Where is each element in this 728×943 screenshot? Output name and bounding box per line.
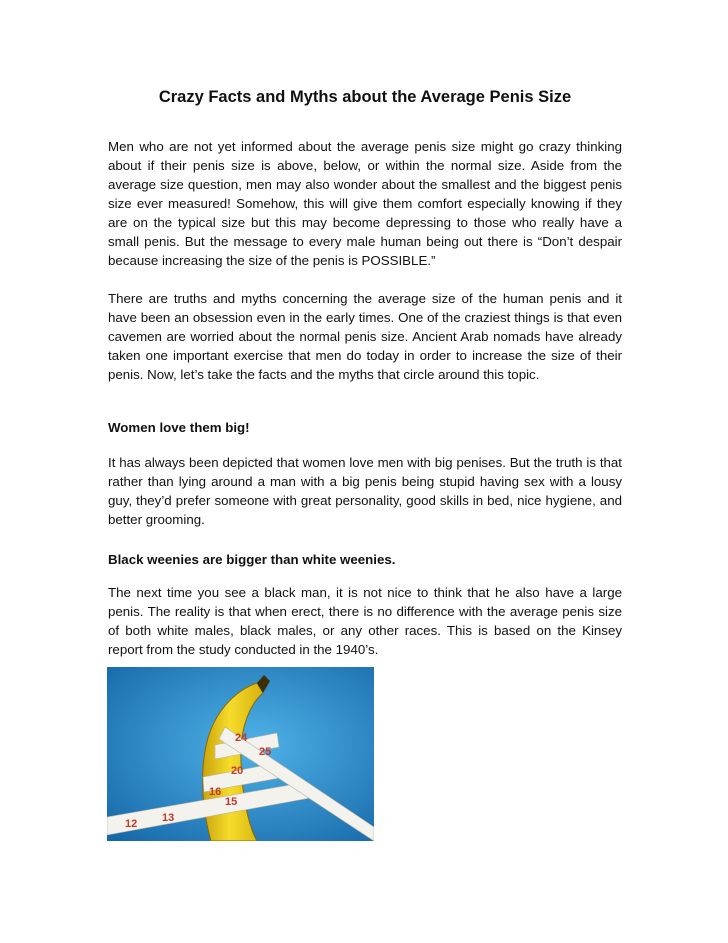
tape-number: 16	[209, 786, 222, 798]
tape-number: 12	[125, 818, 138, 830]
tape-number: 25	[259, 746, 272, 758]
intro-paragraph-1: Men who are not yet informed about the average penis size might go crazy thinking about if their penis size is above, below, or within the normal size. Aside from the average size question, men may also wonder about the smallest and the biggest penis size ever measured! Somehow, this will give them comfort especially knowing if they are on the typical size but this may become depressing to those who really have a small penis. But the message to every male human being out there is “Don’t despair because increasing the size of the penis is POSSIBLE.”	[108, 139, 622, 268]
section-heading-women: Women love them big!	[108, 420, 250, 435]
banana-measuring-tape-photo	[107, 667, 374, 841]
intro-paragraph-2: There are truths and myths concerning the average size of the human penis and it have been an obsession even in the early times. One of the craziest things is that even cavemen are worried about the normal penis size. Ancient Arab nomads have already taken one important exercise that men do today in order to increase the size of their penis. Now, let’s take the facts and the myths that circle around this topic.	[108, 291, 622, 382]
section-body-women: It has always been depicted that women love men with big penises. But the truth is that rather than lying around a man with a big penis being stupid having sex with a lousy guy, they’d prefer someone with great personality, good skills in bed, nice hygiene, and better grooming.	[108, 455, 622, 527]
tape-number: 20	[231, 765, 244, 777]
section-heading-black-weenies: Black weenies are bigger than white weenies.	[108, 552, 396, 567]
section-body-black-weenies: The next time you see a black man, it is not nice to think that he also have a large penis. The reality is that when erect, there is no difference with the average penis size of both white males, black males, or any other races. This is based on the Kinsey report from the study conducted in the 1940’s.	[108, 585, 622, 657]
banana-photo-illustration	[107, 667, 374, 841]
tape-number: 15	[225, 796, 238, 808]
page-title: Crazy Facts and Myths about the Average Penis Size	[158, 88, 572, 106]
tape-number: 13	[162, 812, 175, 824]
tape-number: 24	[235, 732, 248, 744]
